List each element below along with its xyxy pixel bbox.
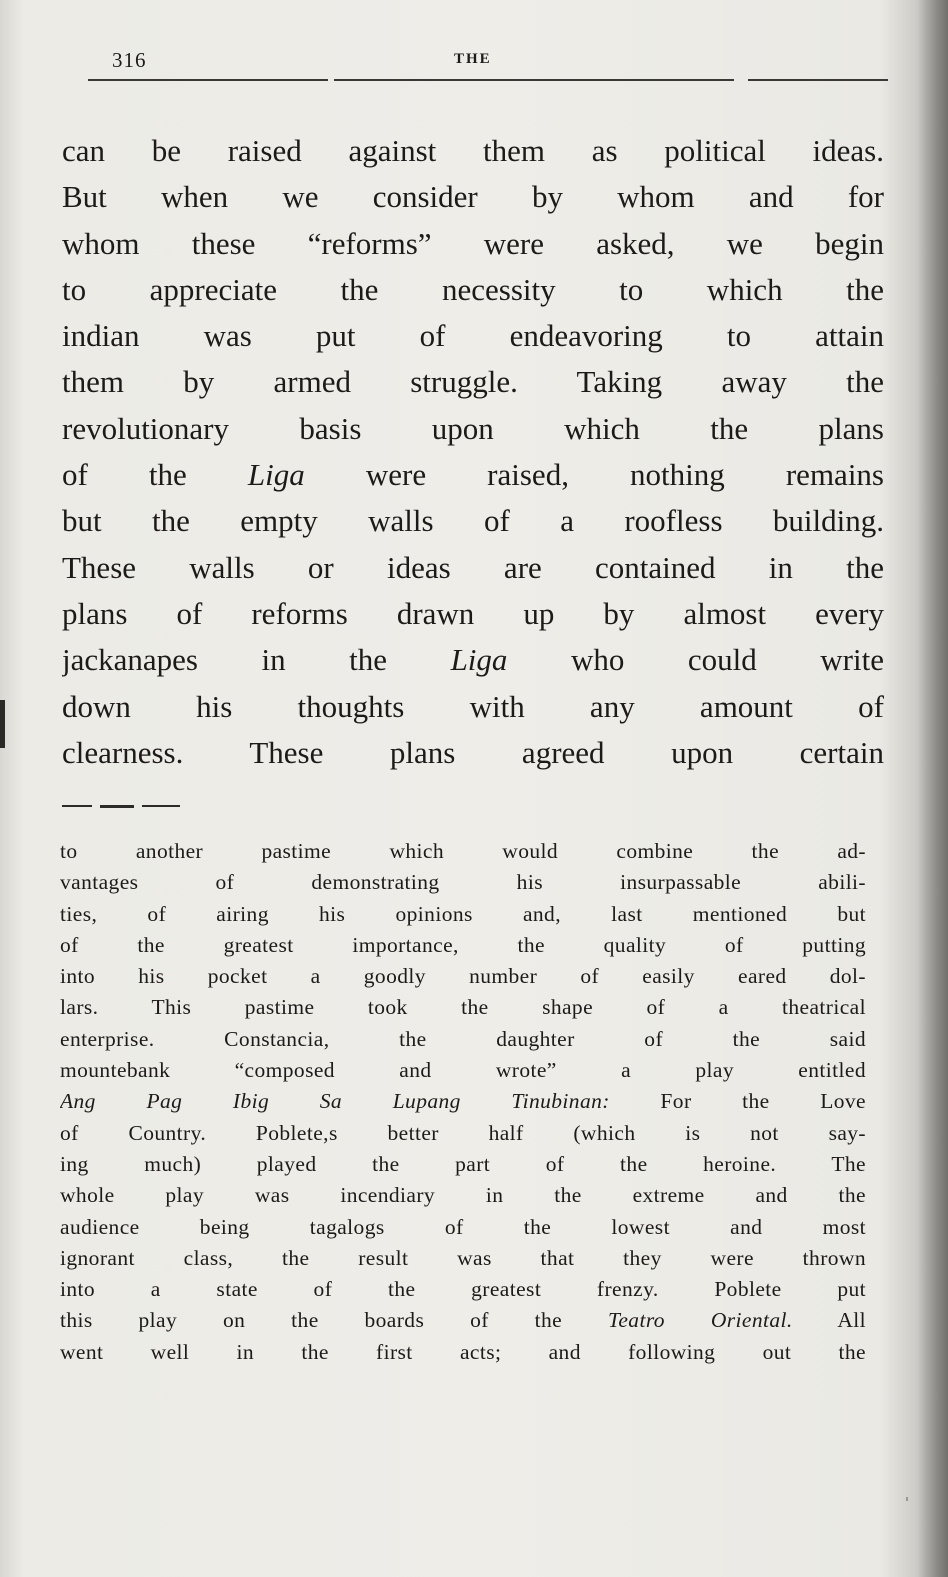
text-line: whom these “reforms” were asked, we begin <box>62 225 884 261</box>
header-rule-left <box>88 79 328 81</box>
binding-mark <box>0 700 5 748</box>
italic-title: Ang Pag Ibig Sa Lupang Tinubinan: <box>60 1089 610 1114</box>
footnote-line: vantages of demonstrating his insurpassable abili- <box>60 870 866 895</box>
text-line: But when we consider by whom and for <box>62 179 884 215</box>
footnote-line: of Country. Poblete,s better half (which is not say- <box>60 1120 866 1145</box>
header-rule-center <box>334 79 734 81</box>
text-line: can be raised against them as political ideas. <box>62 133 884 168</box>
footnote-line: ignorant class, the result was that they were thrown <box>60 1245 866 1270</box>
page-number: 316 <box>112 48 147 72</box>
footnote-line: into a state of the greatest frenzy. Poblete put <box>60 1277 866 1302</box>
footnote-line: lars. This pastime took the shape of a theatrical <box>60 995 866 1020</box>
paper-speck <box>906 1497 908 1501</box>
footnote-line: into his pocket a goodly number of easily eared dol- <box>60 964 866 989</box>
italic-title: Liga <box>247 457 305 493</box>
text-line: These walls or ideas are contained in the <box>62 549 884 585</box>
main-body-text <box>62 128 884 776</box>
footnote-line: to another pastime which would combine the ad- <box>60 839 866 863</box>
page-header <box>88 46 888 86</box>
footnote-line: Ang Pag Ibig Sa Lupang Tinubinan: For the Love <box>60 1089 866 1114</box>
italic-title: Teatro Oriental. <box>607 1308 793 1333</box>
footnote-line: this play on the boards of the Teatro Oriental. All <box>60 1308 866 1333</box>
footnote-line: ties, of airing his opinions and, last mentioned but <box>60 901 866 926</box>
text-line: clearness. These plans agreed upon certain <box>62 734 884 770</box>
text-line: of the Liga were raised, nothing remains <box>62 457 884 493</box>
text-line: them by armed struggle. Taking away the <box>62 364 884 400</box>
text-line: down his thoughts with any amount of <box>62 688 884 724</box>
text-line: jackanapes in the Liga who could write <box>62 642 884 678</box>
footnote-divider <box>62 805 182 808</box>
text-line: indian was put of endeavoring to attain <box>62 318 884 354</box>
header-rule-right <box>748 79 888 81</box>
footnote-line: ing much) played the part of the heroine. The <box>60 1151 866 1176</box>
footnote-line: enterprise. Constancia, the daughter of the said <box>60 1026 866 1051</box>
footnote-line: went well in the first acts; and following out the <box>60 1339 866 1364</box>
footnote-line: mountebank “composed and wrote” a play entitled <box>60 1058 866 1083</box>
running-title: THE <box>454 51 492 67</box>
footnote-line: of the greatest importance, the quality of putting <box>60 932 866 957</box>
footnote-line: audience being tagalogs of the lowest and most <box>60 1214 866 1239</box>
text-line: plans of reforms drawn up by almost every <box>62 595 884 631</box>
page-edge-shadow <box>918 0 948 1577</box>
footnote-text <box>60 836 866 1368</box>
text-line: to appreciate the necessity to which the <box>62 271 884 307</box>
text-line: but the empty walls of a roofless building. <box>62 503 884 539</box>
footnote-line: whole play was incendiary in the extreme and the <box>60 1183 866 1208</box>
italic-title: Liga <box>450 642 508 678</box>
text-line: revolutionary basis upon which the plans <box>62 410 884 446</box>
